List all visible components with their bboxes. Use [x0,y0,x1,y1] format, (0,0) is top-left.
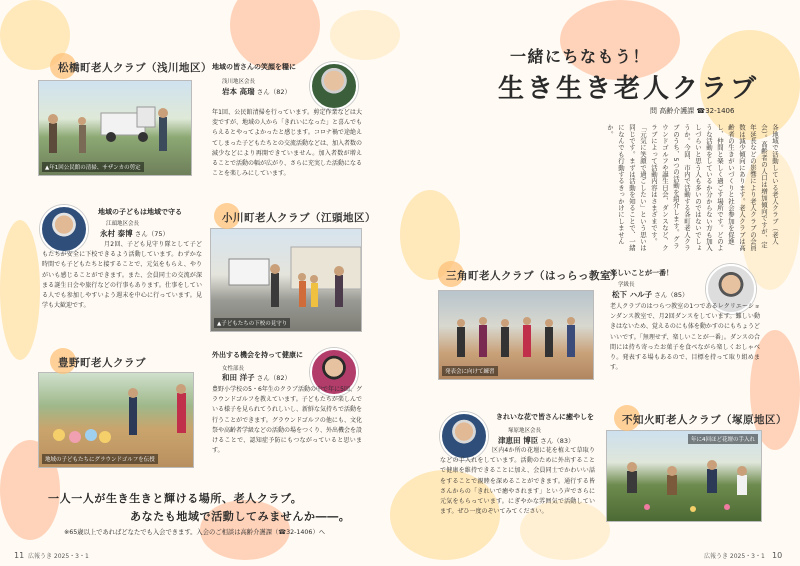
page-number-left: 11 [14,551,25,560]
interviewee-name: 松下 ハル子 さん（85） [612,290,689,299]
interviewee-role: 浅川地区会長 [222,79,256,85]
photo-toyono [38,372,194,468]
interview-text: 区内4か所の花壇に花を植えて草取りなどの手入れをしています。活動のために外出することで健康を維持できることに加え、会員同士でかわいい話をすることで親睦を深めることができます。通行する皆さんからの「きれいで癒やされます」という声でさらに元気をもらっています。にぎやかな雰囲気で活動しています。ぜひ一度のぞいてみてください。 [440,447,595,516]
decor-bubble [330,10,400,60]
decor-bubble [0,220,40,360]
intro-text: 各地域で活動している老人クラブ（老人会）。高齢者の人口は増加傾向ですが、定年延長などの影響により老人クラブの会員数は減少傾向にあります。老人クラブは高齢者の生きがいづくりと社会参加を促進し、仲間と楽しく過ごす場所です。どのような活動をしているか分からない方も加入しづらいと思う人も多いのではないでしょうか。今回、市内で活動する各町老人クラブのうち、5つの活動を紹介します。グラウンドゴルフや誕生日会、ダンスなど、クラブによって活動内容はさまざまです。「元気に笑顔で過ごしたい」という思いは同じです。まずは活動を知ることで、一緒になんでも行動するきっかけにしませんか。 [606,124,779,252]
street-scene [211,229,362,332]
interviewee-role: 江頭地区会長 [106,221,140,227]
photo-matsuhashi [38,80,192,176]
interview-heading: 地域の皆さんの笑顔を糧に [212,63,296,71]
contact-info: 問 高齢介護課 ☎32-1406 [650,107,735,115]
slogan-line1: 一人一人が生き生きと輝ける場所、老人クラブ。 [48,492,303,505]
club-title-toyono: 豊野町老人クラブ [58,357,146,369]
interview-text: 老人クラブのはつらつ教室の1つであるレクリエーションダンス教室で、月2回ダンスをしています。難しい動きはないため、覚えるのにも体を動かすのにもちょうどいいです。「無理せず、楽しいことが一番」。ダンスの合間には持ち寄ったお菓子を食べながら楽しくおしゃべり。発表する場もあるので、目標を持って取り組めます。 [610,303,760,372]
interviewee-name: 和田 洋子 さん（82） [222,373,291,382]
photo-caption: 発表会に向けて練習 [442,366,498,376]
interview-heading: 地域の子どもは地域で守る [98,208,182,216]
interviewee-role: 女性部長 [222,366,245,372]
interviewee-role: 学級長 [618,282,635,288]
membership-note: ※65歳以上であればどなたでも入会できます。入会のご相談は高齢介護課（☎32-1406）へ [64,529,326,536]
interviewee-name: 津恵田 博臣 さん（83） [498,436,575,445]
main-title-line1: 一緒にちなもう！ [510,47,651,66]
main-title-line2: 生き生き老人クラブ [498,74,760,104]
photo-misumi [438,290,594,380]
interview-text: 豊野小学校の5・6年生のクラブ活動の中で年に5回、グラウンドゴルフを教えています。子どもたちが楽しんでいる様子を見られてうれしいし、新鮮な気持ちで活動を行うことができます。グラウンドゴルフの他にも、文化祭や高齢者学級などの活動の場をつくり、外出機会を設けることで、認知症予防にもつながっていると思います。 [212,386,363,455]
club-title-misumi: 三角町老人クラブ（はっらっ教室） [446,270,622,282]
interviewee-name: 岩本 高瑞 さん（82） [222,87,291,96]
interview-text: 年1回、公民館清掃を行っています。剪定作業などは大変ですが、地域の人から「きれいになった」と喜んでもらえるとやってよかったと感じます。コロナ禍で途絶えてしまった子どもたちとの交流活動などは、加入者数の減少などにより再開できていません。加入者数が増えることで活動の幅が広がり、さらに充実した活動になることを楽しみにしています。 [212,109,363,178]
footer-right: 広報うき 2025・3・1 [704,553,765,560]
photo-caption: 年に4回ほど花壇の手入れ [688,434,758,444]
photo-shiranui [606,430,762,522]
garden-scene [607,431,762,522]
photo-caption: ▲子どもたちの下校の見守り [214,318,290,328]
club-title-shiranui: 不知火町老人クラブ（塚原地区） [622,414,787,426]
portrait-iwamoto [310,62,358,110]
club-title-matsuhashi: 松橋町老人クラブ（浅川地区） [58,62,212,74]
photo-caption: 地域の子どもたちにグラウンドゴルフを伝授 [42,454,158,464]
slogan-line2: あなたも地域で活動してみませんか――。 [130,510,351,523]
decor-bubble [230,0,320,70]
club-title-ogawa: 小川町老人クラブ（江頭地区） [222,212,376,224]
interview-heading: 外出する機会を持って健康に [212,351,303,359]
footer-left: 広報うき 2025・3・1 [28,553,89,560]
interviewee-role: 塚原地区会長 [508,428,542,434]
interview-heading: きれいな花で皆さんに癒やしを [496,413,594,421]
photo-caption: ▲年1回公民館の清掃、サザンカの剪定 [42,162,144,172]
photo-ogawa [210,228,362,332]
interview-heading: 楽しいことが一番！ [610,269,673,277]
page-number-right: 10 [772,551,783,560]
interview-text: 月2回、子ども見守り隊として子どもたちが安全に下校できるよう活動しています。わずかな時間でも子どもたちと接することで、元気をもらえ、やりがいも感じることができます。また、会員同士の交流が深まる誕生日会や旅行などの行事もあります。仕事をしている人でも参加しやすいよう週末を中心に行っています。見学も大歓迎です。 [42,241,202,310]
interviewee-name: 永村 泰博 さん（75） [100,229,169,238]
